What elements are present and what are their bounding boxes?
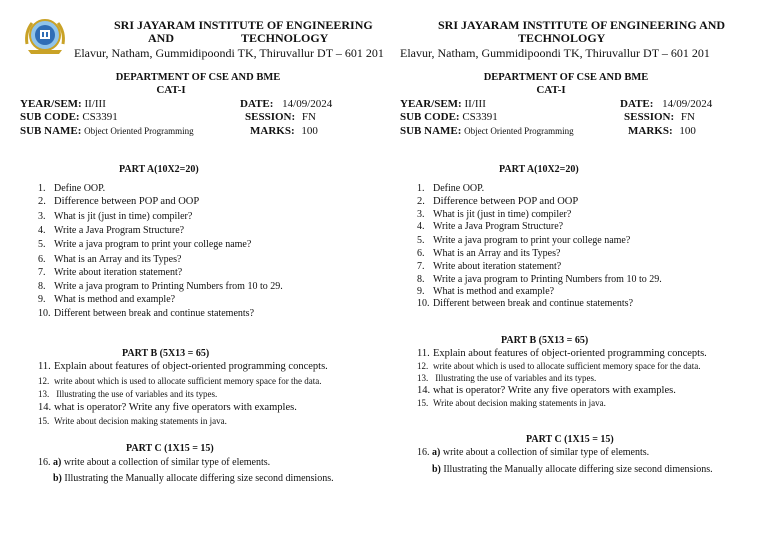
list-item: 13. Illustrating the use of variables and its types.	[38, 389, 218, 399]
date-value: 14/09/2024	[282, 98, 333, 110]
sub-name-value: Object Oriented Programming	[84, 126, 194, 136]
list-item: 3. What is jit (just in time) compiler?	[417, 209, 572, 220]
marks	[250, 125, 318, 137]
list-item: 11. Explain about features of object-oriented programming concepts.	[38, 361, 328, 372]
sub-code-label: SUB CODE:	[20, 111, 80, 123]
year-sem-right: YEAR/SEM: II/III	[400, 98, 486, 110]
list-item: 13. Illustrating the use of variables and its types.	[417, 373, 597, 383]
sub-name-right: SUB NAME: Object Oriented Programming	[400, 125, 574, 137]
list-item: 7. Write about iteration statement?	[38, 267, 183, 278]
exam-date	[240, 98, 332, 110]
college-emblem-icon	[22, 14, 68, 58]
list-item: 5. Write a java program to print your college name?	[38, 239, 252, 250]
part-c-heading: PART C (1X15 = 15)	[126, 443, 214, 454]
list-item: 3. What is jit (just in time) compiler?	[38, 211, 193, 222]
part-c-heading-right: PART C (1X15 = 15)	[526, 434, 614, 445]
institute-name-line2: TECHNOLOGY	[241, 31, 329, 45]
session	[245, 111, 316, 123]
list-item: 15. Write about decision making statements in java.	[417, 398, 606, 408]
session-value: FN	[301, 111, 316, 123]
list-item: 9. What is method and example?	[38, 294, 176, 305]
list-item: 8. Write a java program to Printing Numbers from 10 to 29.	[38, 281, 283, 292]
list-item: 5. Write a java program to print your college name?	[417, 235, 631, 246]
part-a-heading-right: PART A(10X2=20)	[499, 164, 579, 175]
list-item: 4. Write a Java Program Structure?	[417, 221, 564, 232]
list-item: 14. what is operator? Write any five operators with examples.	[38, 402, 297, 413]
exam-date-right: DATE: 14/09/2024	[620, 98, 713, 110]
list-item: 10. Different between break and continue statements?	[38, 308, 255, 319]
sub-code	[20, 111, 118, 123]
institute-address: Elavur, Natham, Gummidipoondi TK, Thiruvallur DT – 601 201	[74, 46, 384, 60]
list-item: 10. Different between break and continue statements?	[417, 298, 634, 309]
list-item: 1. Define OOP.	[38, 183, 106, 194]
list-item: 7. Write about iteration statement?	[417, 261, 562, 272]
institute-name-line1-right: SRI JAYARAM INSTITUTE OF ENGINEERING AND	[438, 18, 726, 32]
department-title: DEPARTMENT OF CSE AND BME	[115, 72, 281, 83]
marks-right: MARKS: 100	[628, 125, 696, 137]
session-right: SESSION: FN	[624, 111, 695, 123]
list-item: 11. Explain about features of object-oriented programming concepts.	[417, 348, 707, 359]
exam-title-right: CAT-I	[536, 84, 566, 96]
list-item: 12. write about which is used to allocate sufficient memory space for the data.	[38, 376, 322, 386]
exam-title: CAT-I	[156, 84, 186, 96]
marks-label: MARKS:	[250, 125, 295, 137]
part-c-question-16b: b) Illustrating the Manually allocate differing size second dimensions.	[53, 473, 334, 484]
part-b-heading-right: PART B (5X13 = 65)	[501, 335, 589, 346]
sub-code-right: SUB CODE: CS3391	[400, 111, 498, 123]
year-sem	[20, 98, 106, 110]
institute-name-line2-right: TECHNOLOGY	[518, 31, 606, 45]
department-title-right: DEPARTMENT OF CSE AND BME	[483, 72, 649, 83]
list-item: 6. What is an Array and its Types?	[38, 254, 182, 265]
institute-address-right: Elavur, Natham, Gummidipoondi TK, Thiruvallur DT – 601 201	[400, 46, 710, 60]
list-item: 8. Write a java program to Printing Numbers from 10 to 29.	[417, 274, 662, 285]
sub-code-value: CS3391	[82, 111, 118, 123]
session-label: SESSION:	[245, 111, 296, 123]
list-item: 2. Difference between POP and OOP	[38, 196, 200, 207]
list-item: 1. Define OOP.	[417, 183, 485, 194]
sub-name-label: SUB NAME:	[20, 125, 82, 137]
part-a-heading: PART A(10X2=20)	[119, 164, 199, 175]
part-c-question-16a: 16. a) write about a collection of similar type of elements.	[38, 457, 271, 468]
list-item: 9. What is method and example?	[417, 286, 555, 297]
list-item: 12. write about which is used to allocate sufficient memory space for the data.	[417, 361, 701, 371]
part-b-heading: PART B (5X13 = 65)	[122, 348, 210, 359]
list-item: 15. Write about decision making statements in java.	[38, 416, 227, 426]
institute-name-and: AND	[148, 31, 174, 45]
part-c-question-16b-right: b) Illustrating the Manually allocate differing size second dimensions.	[432, 464, 713, 475]
year-sem-value: II/III	[84, 98, 106, 110]
year-sem-label: YEAR/SEM:	[20, 98, 82, 110]
list-item: 14. what is operator? Write any five operators with examples.	[417, 385, 676, 396]
date-label: DATE:	[240, 98, 274, 110]
list-item: 2. Difference between POP and OOP	[417, 196, 579, 207]
institute-name-line1: SRI JAYARAM INSTITUTE OF ENGINEERING	[114, 18, 373, 32]
sub-name	[20, 125, 194, 137]
list-item: 4. Write a Java Program Structure?	[38, 225, 185, 236]
marks-value: 100	[301, 125, 318, 137]
list-item: 6. What is an Array and its Types?	[417, 248, 561, 259]
part-c-question-16a-right: 16. a) write about a collection of similar type of elements.	[417, 447, 650, 458]
